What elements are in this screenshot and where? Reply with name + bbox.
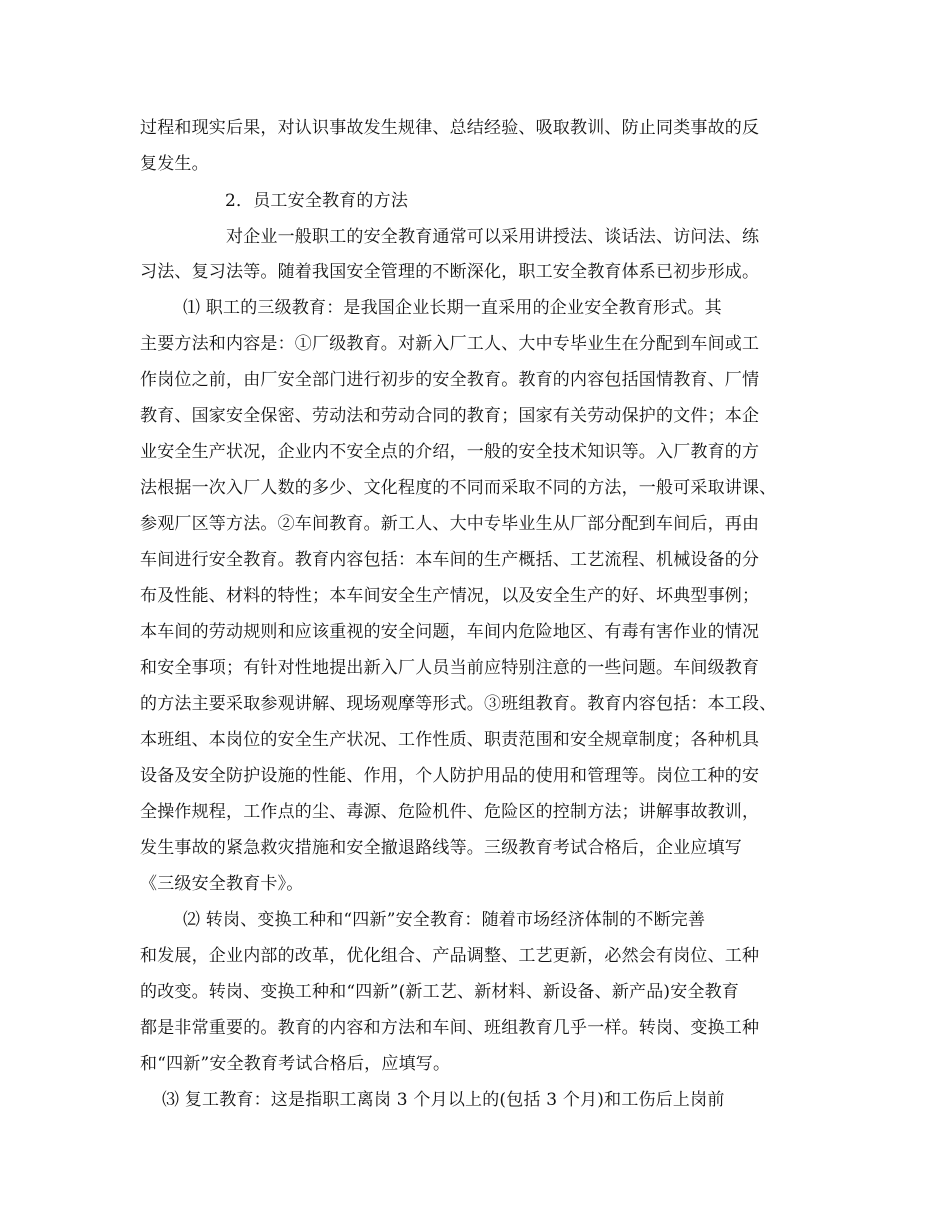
paragraph-line: 车间进行安全教育。教育内容包括：本车间的生产概括、工艺流程、机械设备的分 xyxy=(140,550,760,570)
paragraph-line: 本车间的劳动规则和应该重视的安全问题，车间内危险地区、有毒有害作业的情况 xyxy=(140,622,760,642)
section-heading: 2．员工安全教育的方法 xyxy=(225,191,409,211)
paragraph-line: 和“四新”安全教育考试合格后，应填写。 xyxy=(140,1054,451,1074)
paragraph-line: 设备及安全防护设施的性能、作用，个人防护用品的使用和管理等。岗位工种的安 xyxy=(140,766,760,786)
paragraph-line: 的方法主要采取参观讲解、现场观摩等形式。③班组教育。教育内容包括：本工段、 xyxy=(140,694,777,714)
paragraph-line: 和安全事项；有针对性地提出新入厂人员当前应特别注意的一些问题。车间级教育 xyxy=(140,658,760,678)
paragraph-line: 布及性能、材料的特性；本车间安全生产情况，以及安全生产的好、坏典型事例； xyxy=(140,586,760,606)
paragraph-line: 对企业一般职工的安全教育通常可以采用讲授法、谈话法、访问法、练 xyxy=(226,227,760,247)
paragraph-line: 业安全生产状况，企业内不安全点的介绍，一般的安全技术知识等。入厂教育的方 xyxy=(140,442,760,462)
paragraph-line: 发生事故的紧急救灾措施和安全撤退路线等。三级教育考试合格后，企业应填写 xyxy=(140,838,742,858)
paragraph-line: 的改变。转岗、变换工种和“四新”(新工艺、新材料、新设备、新产品)安全教育 xyxy=(140,982,740,1002)
paragraph-line: 都是非常重要的。教育的内容和方法和车间、班组教育几乎一样。转岗、变换工种 xyxy=(140,1018,760,1038)
paragraph-line: 和发展，企业内部的改革，优化组合、产品调整、工艺更新，必然会有岗位、工种 xyxy=(140,946,760,966)
paragraph-line: ⑵ 转岗、变换工种和“四新”安全教育：随着市场经济体制的不断完善 xyxy=(183,910,706,930)
paragraph-line: 复发生。 xyxy=(140,154,209,174)
paragraph-line: 习法、复习法等。随着我国安全管理的不断深化，职工安全教育体系已初步形成。 xyxy=(140,262,760,282)
paragraph-line: 教育、国家安全保密、劳动法和劳动合同的教育；国家有关劳动保护的文件；本企 xyxy=(140,406,760,426)
paragraph-line: 参观厂区等方法。②车间教育。新工人、大中专毕业生从厂部分配到车间后，再由 xyxy=(140,514,760,534)
paragraph-line: 过程和现实后果，对认识事故发生规律、总结经验、吸取教训、防止同类事故的反 xyxy=(140,118,760,138)
paragraph-line: 全操作规程，工作点的尘、毒源、危险机件、危险区的控制方法；讲解事故教训， xyxy=(140,802,760,822)
paragraph-line: 《三级安全教育卡》。 xyxy=(140,874,304,894)
paragraph-line: ⑶ 复工教育：这是指职工离岗 3 个月以上的(包括 3 个月)和工伤后上岗前 xyxy=(162,1090,725,1110)
paragraph-line: 法根据一次入厂人数的多少、文化程度的不同而采取不同的方法，一般可采取讲课、 xyxy=(140,478,777,498)
paragraph-line: 主要方法和内容是：①厂级教育。对新入厂工人、大中专毕业生在分配到车间或工 xyxy=(140,334,760,354)
paragraph-line: ⑴ 职工的三级教育：是我国企业长期一直采用的企业安全教育形式。其 xyxy=(183,298,722,318)
paragraph-line: 本班组、本岗位的安全生产状况、工作性质、职责范围和安全规章制度；各种机具 xyxy=(140,730,760,750)
paragraph-line: 作岗位之前，由厂安全部门进行初步的安全教育。教育的内容包括国情教育、厂情 xyxy=(140,370,760,390)
